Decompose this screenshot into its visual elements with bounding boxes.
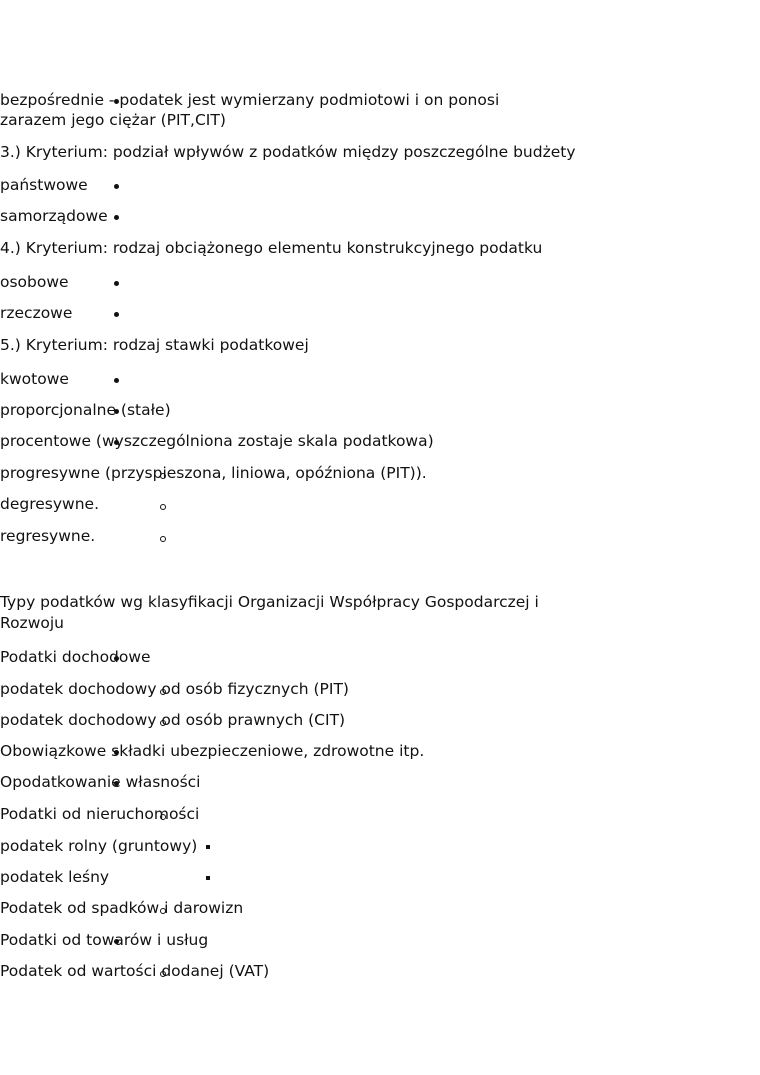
line-text: Podatek od wartości dodanej (VAT) xyxy=(0,962,270,980)
line-text: podatek rolny (gruntowy) xyxy=(0,837,198,855)
bullet-square-icon xyxy=(206,845,210,849)
line-text: bezpośrednie - podatek jest wymierzany podmiotowi i on ponosi xyxy=(0,91,500,109)
line-text: zarazem jego ciężar (PIT,CIT) xyxy=(0,111,226,129)
line-text: rzeczowe xyxy=(0,304,73,322)
line-text: osobowe xyxy=(0,273,69,291)
line-text: kwotowe xyxy=(0,370,69,388)
line-text: proporcjonalne (stałe) xyxy=(0,401,171,419)
line-text: Obowiązkowe składki ubezpieczeniowe, zdrowotne itp. xyxy=(0,742,425,760)
bullet-disc-icon xyxy=(114,312,119,317)
line-text: progresywne (przyspieszona, liniowa, opóźniona (PIT)). xyxy=(0,464,427,482)
bullet-disc-icon xyxy=(114,184,119,189)
line-text: degresywne. xyxy=(0,495,99,513)
line-text: procentowe (wyszczególniona zostaje skala podatkowa) xyxy=(0,432,434,450)
line-text: państwowe xyxy=(0,176,88,194)
line-text: Typy podatków wg klasyfikacji Organizacji Współpracy Gospodarczej i xyxy=(0,593,539,611)
line-text: Podatki od nieruchomości xyxy=(0,805,200,823)
line-text: samorządowe xyxy=(0,207,108,225)
line-text: Podatek od spadków i darowizn xyxy=(0,899,244,917)
line-text: podatek dochodowy od osób prawnych (CIT) xyxy=(0,711,346,729)
line-text: podatek dochodowy od osób fizycznych (PIT) xyxy=(0,680,349,698)
line-text: podatek leśny xyxy=(0,868,110,886)
bullet-square-icon xyxy=(206,876,210,880)
line-text: regresywne. xyxy=(0,527,96,545)
line-text: 5.) Kryterium: rodzaj stawki podatkowej xyxy=(0,336,309,354)
line-text: 4.) Kryterium: rodzaj obciążonego elementu konstrukcyjnego podatku xyxy=(0,239,543,257)
line-text: Rozwoju xyxy=(0,614,64,632)
line-text: 3.) Kryterium: podział wpływów z podatków między poszczególne budżety xyxy=(0,143,576,161)
line-text: Podatki od towarów i usług xyxy=(0,931,209,949)
line-text: Opodatkowanie własności xyxy=(0,773,201,791)
bullet-circle-icon xyxy=(160,504,166,510)
bullet-disc-icon xyxy=(114,281,119,286)
bullet-disc-icon xyxy=(114,215,119,220)
bullet-disc-icon xyxy=(114,378,119,383)
bullet-circle-icon xyxy=(160,536,166,542)
line-text: Podatki dochodowe xyxy=(0,648,151,666)
